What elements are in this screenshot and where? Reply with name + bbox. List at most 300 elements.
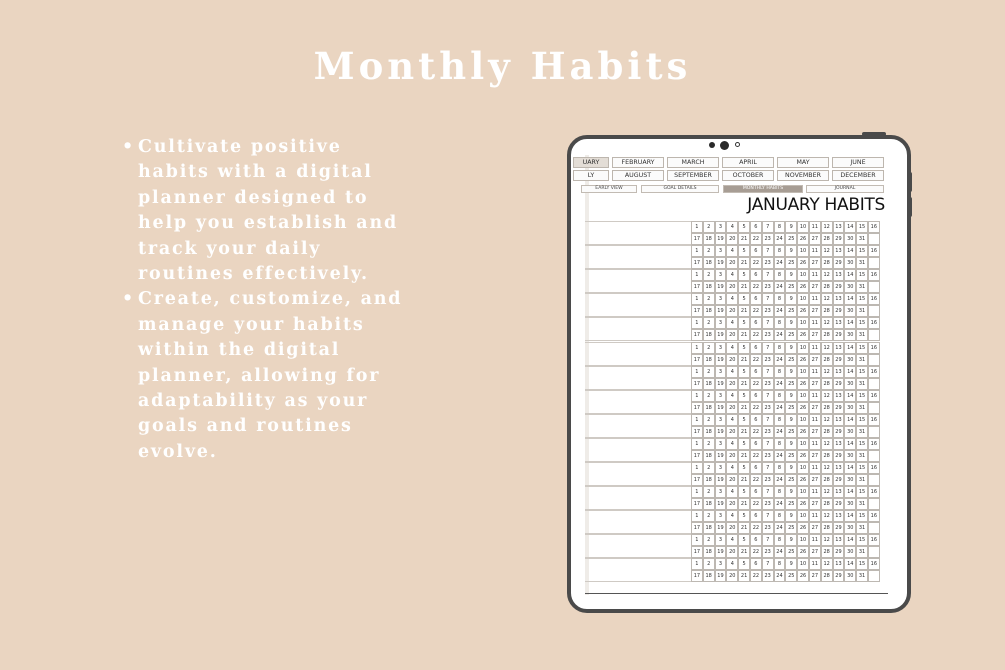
habit-day-checkbox[interactable]: 1: [691, 510, 703, 522]
habit-day-checkbox[interactable]: 30: [844, 305, 856, 317]
habit-day-checkbox[interactable]: 22: [750, 450, 762, 462]
habit-day-checkbox[interactable]: 21: [738, 546, 750, 558]
habit-day-checkbox[interactable]: 23: [762, 570, 774, 582]
habit-day-checkbox[interactable]: 26: [797, 522, 809, 534]
habit-day-checkbox[interactable]: 29: [833, 522, 845, 534]
habit-day-checkbox[interactable]: 31: [856, 354, 868, 366]
habit-day-checkbox[interactable]: 7: [762, 414, 774, 426]
habit-day-checkbox[interactable]: 21: [738, 378, 750, 390]
habit-day-checkbox[interactable]: 4: [726, 438, 738, 450]
tab-month-may[interactable]: MAY: [777, 157, 829, 168]
habit-day-checkbox[interactable]: 8: [774, 390, 786, 402]
habit-day-checkbox[interactable]: 13: [833, 534, 845, 546]
habit-day-checkbox[interactable]: 6: [750, 366, 762, 378]
habit-day-checkbox[interactable]: 23: [762, 281, 774, 293]
habit-day-checkbox[interactable]: 29: [833, 305, 845, 317]
habit-day-checkbox[interactable]: 13: [833, 438, 845, 450]
habit-day-checkbox[interactable]: 27: [809, 522, 821, 534]
habit-day-checkbox[interactable]: 20: [726, 281, 738, 293]
habit-day-checkbox[interactable]: 29: [833, 426, 845, 438]
habit-day-checkbox[interactable]: 29: [833, 329, 845, 341]
habit-day-checkbox[interactable]: 5: [738, 293, 750, 305]
habit-day-checkbox[interactable]: 12: [821, 293, 833, 305]
habit-day-checkbox[interactable]: 20: [726, 522, 738, 534]
habit-day-checkbox[interactable]: 23: [762, 402, 774, 414]
habit-day-checkbox[interactable]: 10: [797, 366, 809, 378]
habit-day-checkbox[interactable]: 24: [774, 329, 786, 341]
habit-day-checkbox[interactable]: 2: [703, 366, 715, 378]
habit-day-checkbox[interactable]: 9: [785, 486, 797, 498]
habit-day-checkbox[interactable]: 20: [726, 498, 738, 510]
habit-day-checkbox[interactable]: 16: [868, 414, 880, 426]
habit-day-checkbox[interactable]: 30: [844, 281, 856, 293]
habit-day-checkbox[interactable]: 28: [821, 329, 833, 341]
habit-day-checkbox[interactable]: 27: [809, 281, 821, 293]
habit-name-field[interactable]: [585, 245, 691, 269]
habit-day-checkbox[interactable]: 27: [809, 233, 821, 245]
habit-day-checkbox[interactable]: 24: [774, 305, 786, 317]
habit-day-checkbox[interactable]: 21: [738, 450, 750, 462]
habit-day-checkbox[interactable]: 6: [750, 462, 762, 474]
habit-day-checkbox[interactable]: 15: [856, 510, 868, 522]
habit-day-checkbox[interactable]: 8: [774, 438, 786, 450]
habit-day-checkbox[interactable]: 10: [797, 462, 809, 474]
habit-day-checkbox[interactable]: 2: [703, 269, 715, 281]
habit-day-checkbox[interactable]: 24: [774, 281, 786, 293]
habit-day-checkbox[interactable]: 27: [809, 474, 821, 486]
habit-day-checkbox[interactable]: 9: [785, 269, 797, 281]
habit-day-checkbox[interactable]: 10: [797, 342, 809, 354]
habit-day-checkbox[interactable]: 7: [762, 558, 774, 570]
habit-day-checkbox[interactable]: [868, 378, 880, 390]
habit-day-checkbox[interactable]: 29: [833, 450, 845, 462]
habit-day-checkbox[interactable]: 11: [809, 221, 821, 233]
habit-day-checkbox[interactable]: 3: [715, 486, 727, 498]
habit-day-checkbox[interactable]: 1: [691, 269, 703, 281]
habit-day-checkbox[interactable]: 18: [703, 522, 715, 534]
habit-day-checkbox[interactable]: 11: [809, 558, 821, 570]
habit-day-checkbox[interactable]: 21: [738, 329, 750, 341]
habit-day-checkbox[interactable]: 28: [821, 498, 833, 510]
habit-name-field[interactable]: [585, 221, 691, 245]
habit-day-checkbox[interactable]: 14: [844, 245, 856, 257]
habit-day-checkbox[interactable]: 24: [774, 522, 786, 534]
habit-name-field[interactable]: [585, 366, 691, 390]
habit-name-field[interactable]: [585, 462, 691, 486]
habit-day-checkbox[interactable]: 23: [762, 329, 774, 341]
tab-month-october[interactable]: OCTOBER: [722, 170, 774, 181]
habit-day-checkbox[interactable]: 26: [797, 426, 809, 438]
habit-day-checkbox[interactable]: 28: [821, 281, 833, 293]
habit-day-checkbox[interactable]: 25: [785, 402, 797, 414]
habit-day-checkbox[interactable]: 30: [844, 257, 856, 269]
habit-day-checkbox[interactable]: 2: [703, 293, 715, 305]
habit-day-checkbox[interactable]: 27: [809, 329, 821, 341]
habit-day-checkbox[interactable]: 7: [762, 269, 774, 281]
habit-day-checkbox[interactable]: 24: [774, 546, 786, 558]
habit-day-checkbox[interactable]: 20: [726, 426, 738, 438]
habit-day-checkbox[interactable]: 3: [715, 438, 727, 450]
habit-day-checkbox[interactable]: 12: [821, 269, 833, 281]
habit-day-checkbox[interactable]: 11: [809, 293, 821, 305]
habit-day-checkbox[interactable]: 29: [833, 378, 845, 390]
habit-day-checkbox[interactable]: 23: [762, 474, 774, 486]
habit-day-checkbox[interactable]: 7: [762, 486, 774, 498]
habit-day-checkbox[interactable]: 24: [774, 402, 786, 414]
habit-day-checkbox[interactable]: 17: [691, 233, 703, 245]
habit-day-checkbox[interactable]: 6: [750, 414, 762, 426]
habit-day-checkbox[interactable]: 12: [821, 534, 833, 546]
habit-day-checkbox[interactable]: 22: [750, 257, 762, 269]
habit-day-checkbox[interactable]: 3: [715, 390, 727, 402]
habit-day-checkbox[interactable]: 10: [797, 269, 809, 281]
tab-goal-details[interactable]: GOAL DETAILS: [641, 185, 719, 193]
habit-day-checkbox[interactable]: 25: [785, 474, 797, 486]
habit-day-checkbox[interactable]: 27: [809, 257, 821, 269]
habit-day-checkbox[interactable]: 8: [774, 342, 786, 354]
habit-day-checkbox[interactable]: 28: [821, 354, 833, 366]
habit-day-checkbox[interactable]: 6: [750, 510, 762, 522]
habit-day-checkbox[interactable]: 24: [774, 426, 786, 438]
habit-day-checkbox[interactable]: 31: [856, 402, 868, 414]
habit-day-checkbox[interactable]: 16: [868, 558, 880, 570]
habit-day-checkbox[interactable]: 14: [844, 414, 856, 426]
habit-day-checkbox[interactable]: 23: [762, 354, 774, 366]
tab-month-december[interactable]: DECEMBER: [832, 170, 884, 181]
habit-day-checkbox[interactable]: 31: [856, 281, 868, 293]
habit-day-checkbox[interactable]: 21: [738, 426, 750, 438]
habit-day-checkbox[interactable]: 1: [691, 438, 703, 450]
habit-day-checkbox[interactable]: 26: [797, 329, 809, 341]
habit-day-checkbox[interactable]: 10: [797, 293, 809, 305]
habit-day-checkbox[interactable]: 9: [785, 462, 797, 474]
habit-day-checkbox[interactable]: 17: [691, 498, 703, 510]
habit-name-field[interactable]: [585, 317, 691, 341]
habit-day-checkbox[interactable]: 6: [750, 245, 762, 257]
habit-day-checkbox[interactable]: 16: [868, 510, 880, 522]
habit-day-checkbox[interactable]: 14: [844, 269, 856, 281]
habit-day-checkbox[interactable]: 17: [691, 354, 703, 366]
habit-day-checkbox[interactable]: 23: [762, 233, 774, 245]
habit-day-checkbox[interactable]: 8: [774, 558, 786, 570]
habit-day-checkbox[interactable]: 20: [726, 450, 738, 462]
habit-day-checkbox[interactable]: 23: [762, 426, 774, 438]
habit-day-checkbox[interactable]: 25: [785, 233, 797, 245]
habit-day-checkbox[interactable]: 28: [821, 233, 833, 245]
habit-day-checkbox[interactable]: 15: [856, 269, 868, 281]
habit-day-checkbox[interactable]: 22: [750, 281, 762, 293]
habit-day-checkbox[interactable]: 1: [691, 534, 703, 546]
habit-day-checkbox[interactable]: 23: [762, 257, 774, 269]
tab-month-july[interactable]: LY: [573, 170, 609, 181]
habit-day-checkbox[interactable]: 17: [691, 450, 703, 462]
habit-day-checkbox[interactable]: 31: [856, 426, 868, 438]
habit-day-checkbox[interactable]: 8: [774, 510, 786, 522]
habit-day-checkbox[interactable]: 28: [821, 402, 833, 414]
habit-day-checkbox[interactable]: 19: [715, 257, 727, 269]
habit-day-checkbox[interactable]: 21: [738, 257, 750, 269]
habit-day-checkbox[interactable]: 16: [868, 221, 880, 233]
habit-day-checkbox[interactable]: 1: [691, 558, 703, 570]
habit-day-checkbox[interactable]: 14: [844, 221, 856, 233]
habit-day-checkbox[interactable]: 19: [715, 450, 727, 462]
habit-day-checkbox[interactable]: 4: [726, 269, 738, 281]
habit-day-checkbox[interactable]: 4: [726, 366, 738, 378]
habit-day-checkbox[interactable]: 22: [750, 546, 762, 558]
habit-day-checkbox[interactable]: 19: [715, 402, 727, 414]
habit-day-checkbox[interactable]: 19: [715, 498, 727, 510]
habit-day-checkbox[interactable]: 1: [691, 366, 703, 378]
habit-day-checkbox[interactable]: 16: [868, 390, 880, 402]
habit-day-checkbox[interactable]: 18: [703, 281, 715, 293]
habit-day-checkbox[interactable]: 4: [726, 534, 738, 546]
habit-day-checkbox[interactable]: 26: [797, 546, 809, 558]
habit-day-checkbox[interactable]: 12: [821, 317, 833, 329]
habit-day-checkbox[interactable]: 19: [715, 305, 727, 317]
habit-day-checkbox[interactable]: 6: [750, 390, 762, 402]
habit-day-checkbox[interactable]: 2: [703, 462, 715, 474]
habit-day-checkbox[interactable]: 24: [774, 474, 786, 486]
habit-day-checkbox[interactable]: 28: [821, 522, 833, 534]
habit-day-checkbox[interactable]: 5: [738, 342, 750, 354]
habit-day-checkbox[interactable]: 24: [774, 354, 786, 366]
habit-day-checkbox[interactable]: 27: [809, 546, 821, 558]
habit-day-checkbox[interactable]: 2: [703, 558, 715, 570]
habit-day-checkbox[interactable]: 26: [797, 474, 809, 486]
habit-day-checkbox[interactable]: 27: [809, 402, 821, 414]
habit-day-checkbox[interactable]: 30: [844, 426, 856, 438]
habit-day-checkbox[interactable]: 5: [738, 510, 750, 522]
habit-day-checkbox[interactable]: 2: [703, 342, 715, 354]
habit-day-checkbox[interactable]: 31: [856, 305, 868, 317]
habit-day-checkbox[interactable]: 20: [726, 474, 738, 486]
habit-day-checkbox[interactable]: 13: [833, 269, 845, 281]
habit-day-checkbox[interactable]: 30: [844, 498, 856, 510]
habit-day-checkbox[interactable]: 24: [774, 450, 786, 462]
habit-day-checkbox[interactable]: 28: [821, 450, 833, 462]
habit-day-checkbox[interactable]: 16: [868, 534, 880, 546]
habit-day-checkbox[interactable]: 25: [785, 450, 797, 462]
habit-day-checkbox[interactable]: 15: [856, 534, 868, 546]
habit-day-checkbox[interactable]: 3: [715, 293, 727, 305]
habit-day-checkbox[interactable]: 9: [785, 221, 797, 233]
habit-day-checkbox[interactable]: 17: [691, 378, 703, 390]
habit-day-checkbox[interactable]: 4: [726, 245, 738, 257]
habit-day-checkbox[interactable]: 17: [691, 281, 703, 293]
habit-day-checkbox[interactable]: 31: [856, 474, 868, 486]
habit-day-checkbox[interactable]: 1: [691, 245, 703, 257]
habit-day-checkbox[interactable]: 17: [691, 305, 703, 317]
tab-month-june[interactable]: JUNE: [832, 157, 884, 168]
habit-day-checkbox[interactable]: 17: [691, 329, 703, 341]
habit-day-checkbox[interactable]: 11: [809, 390, 821, 402]
habit-day-checkbox[interactable]: 13: [833, 317, 845, 329]
habit-day-checkbox[interactable]: 7: [762, 462, 774, 474]
habit-day-checkbox[interactable]: 22: [750, 498, 762, 510]
habit-day-checkbox[interactable]: 14: [844, 486, 856, 498]
habit-day-checkbox[interactable]: 28: [821, 546, 833, 558]
habit-day-checkbox[interactable]: [868, 281, 880, 293]
habit-day-checkbox[interactable]: 14: [844, 534, 856, 546]
habit-day-checkbox[interactable]: 13: [833, 293, 845, 305]
habit-day-checkbox[interactable]: 5: [738, 366, 750, 378]
habit-day-checkbox[interactable]: 28: [821, 570, 833, 582]
habit-day-checkbox[interactable]: 1: [691, 221, 703, 233]
habit-day-checkbox[interactable]: [868, 450, 880, 462]
tab-month-november[interactable]: NOVEMBER: [777, 170, 829, 181]
habit-day-checkbox[interactable]: 10: [797, 486, 809, 498]
habit-day-checkbox[interactable]: 20: [726, 257, 738, 269]
habit-day-checkbox[interactable]: 25: [785, 522, 797, 534]
habit-day-checkbox[interactable]: [868, 570, 880, 582]
habit-day-checkbox[interactable]: 30: [844, 378, 856, 390]
habit-day-checkbox[interactable]: 7: [762, 293, 774, 305]
habit-day-checkbox[interactable]: 31: [856, 329, 868, 341]
habit-day-checkbox[interactable]: 29: [833, 402, 845, 414]
habit-day-checkbox[interactable]: 7: [762, 221, 774, 233]
habit-day-checkbox[interactable]: 15: [856, 390, 868, 402]
habit-name-field[interactable]: [585, 390, 691, 414]
tab-yearly-view[interactable]: EARLY VIEW: [581, 185, 637, 193]
habit-day-checkbox[interactable]: 11: [809, 414, 821, 426]
habit-day-checkbox[interactable]: 10: [797, 414, 809, 426]
habit-day-checkbox[interactable]: 14: [844, 462, 856, 474]
habit-day-checkbox[interactable]: 4: [726, 221, 738, 233]
habit-day-checkbox[interactable]: 6: [750, 534, 762, 546]
habit-day-checkbox[interactable]: 9: [785, 558, 797, 570]
habit-day-checkbox[interactable]: 15: [856, 366, 868, 378]
habit-day-checkbox[interactable]: 27: [809, 305, 821, 317]
habit-day-checkbox[interactable]: 18: [703, 498, 715, 510]
habit-day-checkbox[interactable]: 2: [703, 510, 715, 522]
habit-day-checkbox[interactable]: 8: [774, 462, 786, 474]
habit-day-checkbox[interactable]: 11: [809, 366, 821, 378]
habit-day-checkbox[interactable]: 30: [844, 450, 856, 462]
habit-day-checkbox[interactable]: 17: [691, 546, 703, 558]
habit-day-checkbox[interactable]: 14: [844, 510, 856, 522]
habit-day-checkbox[interactable]: 8: [774, 534, 786, 546]
habit-day-checkbox[interactable]: 22: [750, 426, 762, 438]
habit-day-checkbox[interactable]: 8: [774, 414, 786, 426]
habit-day-checkbox[interactable]: 5: [738, 245, 750, 257]
habit-day-checkbox[interactable]: 23: [762, 546, 774, 558]
habit-day-checkbox[interactable]: [868, 402, 880, 414]
habit-day-checkbox[interactable]: 15: [856, 317, 868, 329]
habit-day-checkbox[interactable]: [868, 546, 880, 558]
habit-day-checkbox[interactable]: 28: [821, 426, 833, 438]
habit-day-checkbox[interactable]: 21: [738, 305, 750, 317]
habit-day-checkbox[interactable]: 9: [785, 293, 797, 305]
habit-day-checkbox[interactable]: 29: [833, 570, 845, 582]
habit-day-checkbox[interactable]: 30: [844, 474, 856, 486]
tab-month-april[interactable]: APRIL: [722, 157, 774, 168]
habit-day-checkbox[interactable]: 16: [868, 342, 880, 354]
habit-day-checkbox[interactable]: 20: [726, 546, 738, 558]
habit-day-checkbox[interactable]: 20: [726, 570, 738, 582]
habit-day-checkbox[interactable]: 29: [833, 474, 845, 486]
habit-day-checkbox[interactable]: 14: [844, 390, 856, 402]
habit-day-checkbox[interactable]: 1: [691, 486, 703, 498]
habit-day-checkbox[interactable]: 13: [833, 510, 845, 522]
habit-day-checkbox[interactable]: 17: [691, 474, 703, 486]
habit-day-checkbox[interactable]: 2: [703, 486, 715, 498]
habit-day-checkbox[interactable]: 25: [785, 354, 797, 366]
habit-day-checkbox[interactable]: 18: [703, 233, 715, 245]
habit-day-checkbox[interactable]: [868, 354, 880, 366]
habit-day-checkbox[interactable]: 22: [750, 402, 762, 414]
habit-day-checkbox[interactable]: 14: [844, 342, 856, 354]
habit-day-checkbox[interactable]: 3: [715, 510, 727, 522]
habit-day-checkbox[interactable]: 27: [809, 426, 821, 438]
habit-day-checkbox[interactable]: 26: [797, 378, 809, 390]
habit-day-checkbox[interactable]: 21: [738, 570, 750, 582]
habit-day-checkbox[interactable]: 21: [738, 354, 750, 366]
habit-day-checkbox[interactable]: 25: [785, 378, 797, 390]
habit-day-checkbox[interactable]: 12: [821, 366, 833, 378]
habit-day-checkbox[interactable]: 3: [715, 558, 727, 570]
habit-day-checkbox[interactable]: 4: [726, 558, 738, 570]
habit-day-checkbox[interactable]: 21: [738, 402, 750, 414]
habit-day-checkbox[interactable]: [868, 522, 880, 534]
habit-day-checkbox[interactable]: [868, 233, 880, 245]
habit-day-checkbox[interactable]: 4: [726, 317, 738, 329]
habit-day-checkbox[interactable]: 1: [691, 462, 703, 474]
habit-day-checkbox[interactable]: 13: [833, 390, 845, 402]
habit-day-checkbox[interactable]: 9: [785, 534, 797, 546]
habit-day-checkbox[interactable]: 19: [715, 522, 727, 534]
habit-day-checkbox[interactable]: 21: [738, 522, 750, 534]
habit-day-checkbox[interactable]: 2: [703, 438, 715, 450]
habit-day-checkbox[interactable]: 4: [726, 510, 738, 522]
habit-day-checkbox[interactable]: 16: [868, 462, 880, 474]
habit-day-checkbox[interactable]: 12: [821, 390, 833, 402]
habit-day-checkbox[interactable]: 16: [868, 269, 880, 281]
habit-day-checkbox[interactable]: 13: [833, 558, 845, 570]
habit-day-checkbox[interactable]: 6: [750, 293, 762, 305]
habit-day-checkbox[interactable]: 27: [809, 450, 821, 462]
habit-day-checkbox[interactable]: 9: [785, 414, 797, 426]
habit-day-checkbox[interactable]: 4: [726, 486, 738, 498]
habit-day-checkbox[interactable]: 24: [774, 378, 786, 390]
habit-day-checkbox[interactable]: 10: [797, 390, 809, 402]
habit-day-checkbox[interactable]: 15: [856, 245, 868, 257]
tab-month-march[interactable]: MARCH: [667, 157, 719, 168]
habit-day-checkbox[interactable]: 26: [797, 257, 809, 269]
habit-day-checkbox[interactable]: 22: [750, 474, 762, 486]
habit-day-checkbox[interactable]: 18: [703, 305, 715, 317]
habit-day-checkbox[interactable]: 11: [809, 342, 821, 354]
habit-day-checkbox[interactable]: 16: [868, 366, 880, 378]
habit-day-checkbox[interactable]: 4: [726, 414, 738, 426]
habit-day-checkbox[interactable]: 18: [703, 570, 715, 582]
habit-day-checkbox[interactable]: 31: [856, 450, 868, 462]
habit-day-checkbox[interactable]: 19: [715, 354, 727, 366]
habit-day-checkbox[interactable]: 3: [715, 534, 727, 546]
habit-day-checkbox[interactable]: 30: [844, 354, 856, 366]
habit-day-checkbox[interactable]: 21: [738, 281, 750, 293]
tab-month-february[interactable]: FEBRUARY: [612, 157, 664, 168]
habit-day-checkbox[interactable]: 26: [797, 402, 809, 414]
habit-name-field[interactable]: [585, 510, 691, 534]
habit-day-checkbox[interactable]: 18: [703, 402, 715, 414]
habit-day-checkbox[interactable]: 30: [844, 402, 856, 414]
habit-day-checkbox[interactable]: 31: [856, 498, 868, 510]
habit-day-checkbox[interactable]: 14: [844, 293, 856, 305]
habit-day-checkbox[interactable]: 18: [703, 426, 715, 438]
habit-day-checkbox[interactable]: [868, 329, 880, 341]
habit-day-checkbox[interactable]: 6: [750, 558, 762, 570]
habit-day-checkbox[interactable]: 29: [833, 354, 845, 366]
